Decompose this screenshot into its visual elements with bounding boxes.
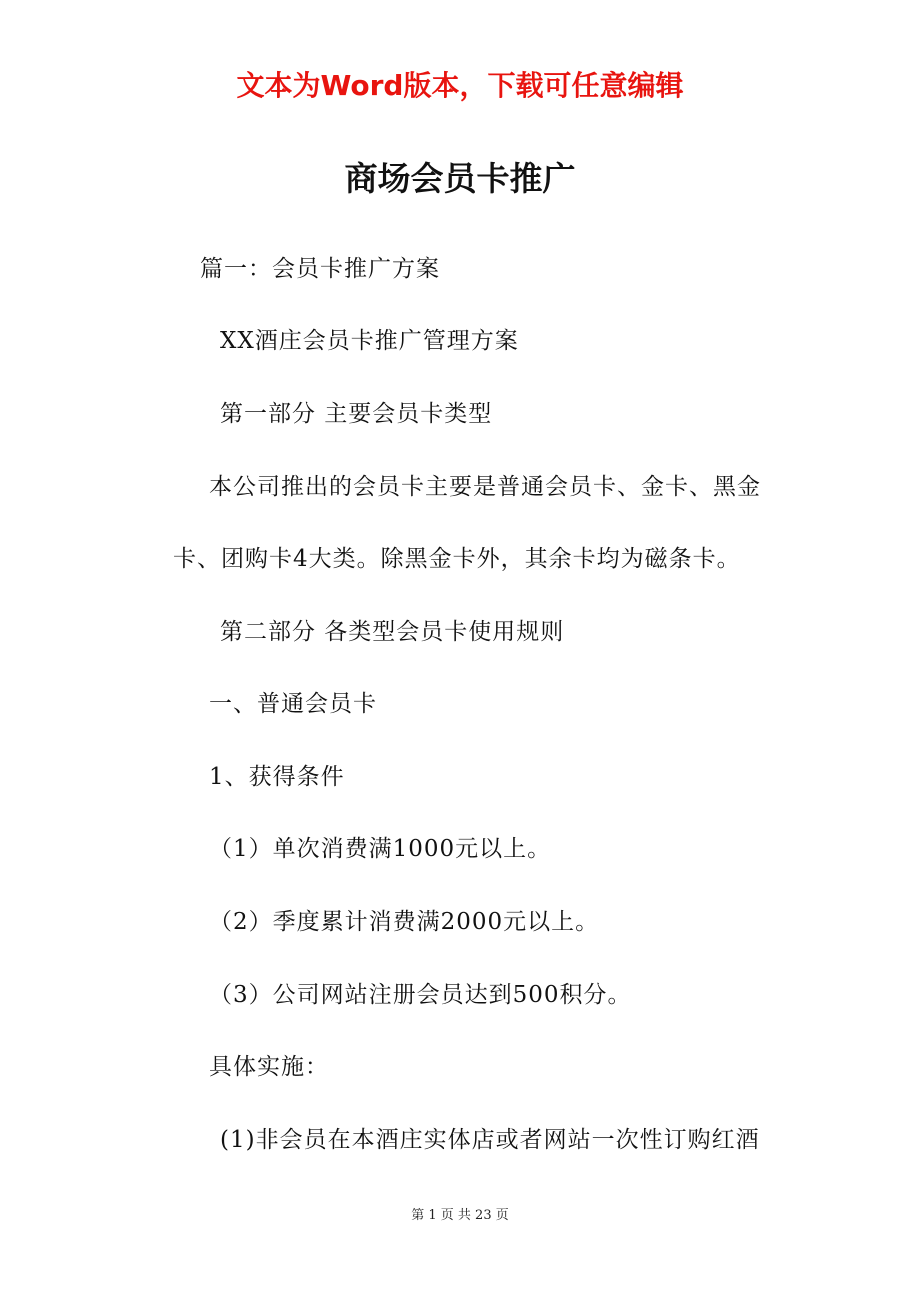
page-footer: 第 1 页 共 23 页	[411, 1208, 509, 1223]
subsection-heading: 一、普通会员卡	[209, 691, 377, 717]
body-paragraph-continued: 卡、团购卡4大类。除黑金卡外，其余卡均为磁条卡。	[173, 546, 741, 572]
list-item: （2）季度累计消费满2000元以上。	[209, 909, 600, 935]
document-title: 商场会员卡推广	[344, 159, 576, 198]
section-heading: 篇一：会员卡推广方案	[200, 256, 440, 282]
body-paragraph: (1)非会员在本酒庄实体店或者网站一次性订购红酒	[220, 1127, 760, 1153]
list-item: （1）单次消费满1000元以上。	[209, 836, 552, 862]
plan-title: XX酒庄会员卡推广管理方案	[220, 328, 519, 354]
list-item: （3）公司网站注册会员达到500积分。	[209, 982, 632, 1008]
implementation-heading: 具体实施：	[209, 1054, 329, 1080]
part-heading: 第一部分 主要会员卡类型	[220, 401, 493, 427]
edit-notice-banner: 文本为Word版本，下载可任意编辑	[236, 69, 684, 102]
part-heading: 第二部分 各类型会员卡使用规则	[220, 619, 565, 645]
list-heading: 1、获得条件	[209, 764, 345, 790]
body-paragraph: 本公司推出的会员卡主要是普通会员卡、金卡、黑金	[209, 474, 761, 500]
